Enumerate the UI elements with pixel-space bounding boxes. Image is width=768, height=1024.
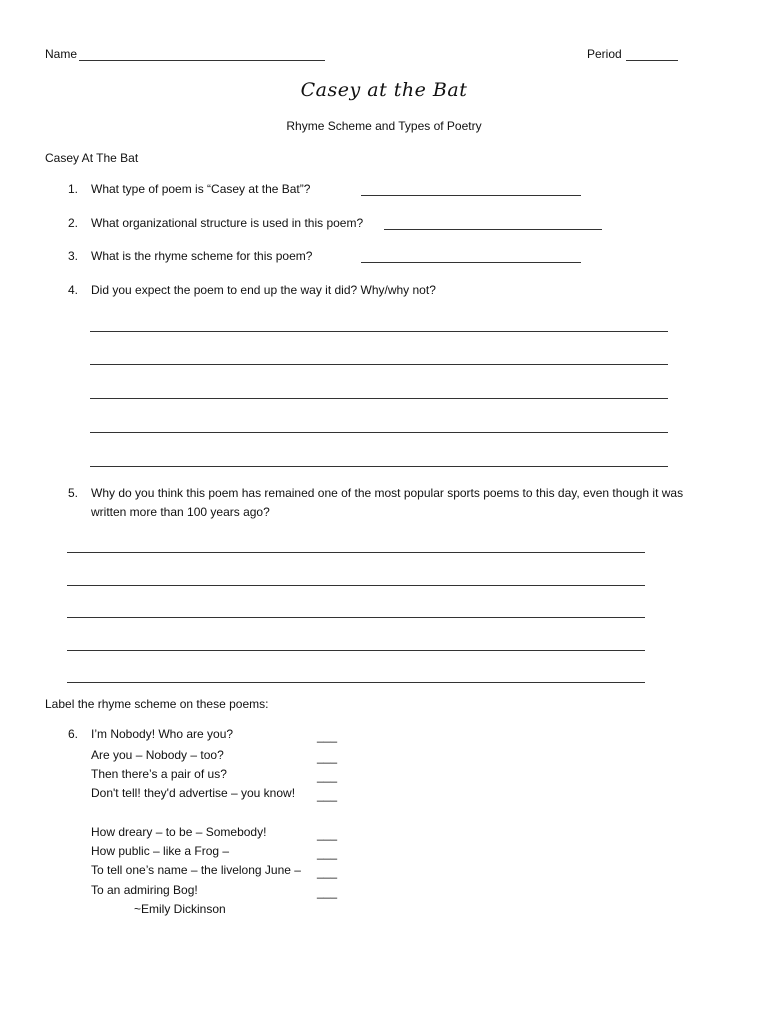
question-number: 5. xyxy=(67,486,78,500)
answer-line-q4[interactable] xyxy=(90,331,668,332)
poem-line: Don't tell! they'd advertise – you know! xyxy=(91,786,296,800)
question-text: What is the rhyme scheme for this poem? xyxy=(91,249,313,263)
rhyme-section-label: Label the rhyme scheme on these poems: xyxy=(45,697,269,711)
question-text: Did you expect the poem to end up the way it did? Why/why not? xyxy=(91,283,436,297)
rhyme-blank[interactable]: ___ xyxy=(317,885,338,899)
answer-line-q5[interactable] xyxy=(67,585,645,586)
rhyme-blank[interactable]: ___ xyxy=(317,788,338,802)
answer-line-q5[interactable] xyxy=(67,682,645,683)
question-text: What organizational structure is used in this poem? xyxy=(91,216,364,230)
name-field[interactable] xyxy=(79,60,325,61)
poem-line: Are you – Nobody – too? xyxy=(91,748,224,762)
name-label: Name xyxy=(45,47,78,61)
answer-line-q5[interactable] xyxy=(67,552,645,553)
question-number: 1. xyxy=(67,182,78,196)
answer-line-q4[interactable] xyxy=(90,432,668,433)
rhyme-blank[interactable]: ___ xyxy=(317,769,338,783)
answer-line-q4[interactable] xyxy=(90,364,668,365)
question-text-continued: written more than 100 years ago? xyxy=(91,505,270,519)
answer-line-q1[interactable] xyxy=(361,195,581,196)
rhyme-blank[interactable]: ___ xyxy=(317,750,338,764)
rhyme-blank[interactable]: ___ xyxy=(317,827,338,841)
poem-line: To an admiring Bog! xyxy=(91,883,198,897)
answer-line-q5[interactable] xyxy=(67,617,645,618)
poem-line: To tell one’s name – the livelong June – xyxy=(91,863,301,877)
question-number: 6. xyxy=(67,727,78,741)
page-title: Casey at the Bat xyxy=(300,79,468,101)
rhyme-blank[interactable]: ___ xyxy=(317,865,338,879)
poem-author: ~Emily Dickinson xyxy=(134,902,226,916)
poem-line: How dreary – to be – Somebody! xyxy=(91,825,267,839)
answer-line-q5[interactable] xyxy=(67,650,645,651)
answer-line-q2[interactable] xyxy=(384,229,602,230)
question-number: 2. xyxy=(67,216,78,230)
answer-line-q3[interactable] xyxy=(361,262,581,263)
poem-line: I’m Nobody! Who are you? xyxy=(91,727,234,741)
answer-line-q4[interactable] xyxy=(90,466,668,467)
poem-line: How public – like a Frog – xyxy=(91,844,230,858)
page-subtitle: Rhyme Scheme and Types of Poetry xyxy=(286,119,482,133)
period-label: Period xyxy=(587,47,622,61)
poem-line: Then there’s a pair of us? xyxy=(91,767,227,781)
answer-line-q4[interactable] xyxy=(90,398,668,399)
question-text: Why do you think this poem has remained one of the most popular sports poems to this day, even though it was xyxy=(91,486,684,500)
rhyme-blank[interactable]: ___ xyxy=(317,729,338,743)
section-heading: Casey At The Bat xyxy=(45,151,139,165)
rhyme-blank[interactable]: ___ xyxy=(317,846,338,860)
question-number: 3. xyxy=(67,249,78,263)
period-field[interactable] xyxy=(626,60,678,61)
question-text: What type of poem is “Casey at the Bat”? xyxy=(91,182,311,196)
question-number: 4. xyxy=(67,283,78,297)
